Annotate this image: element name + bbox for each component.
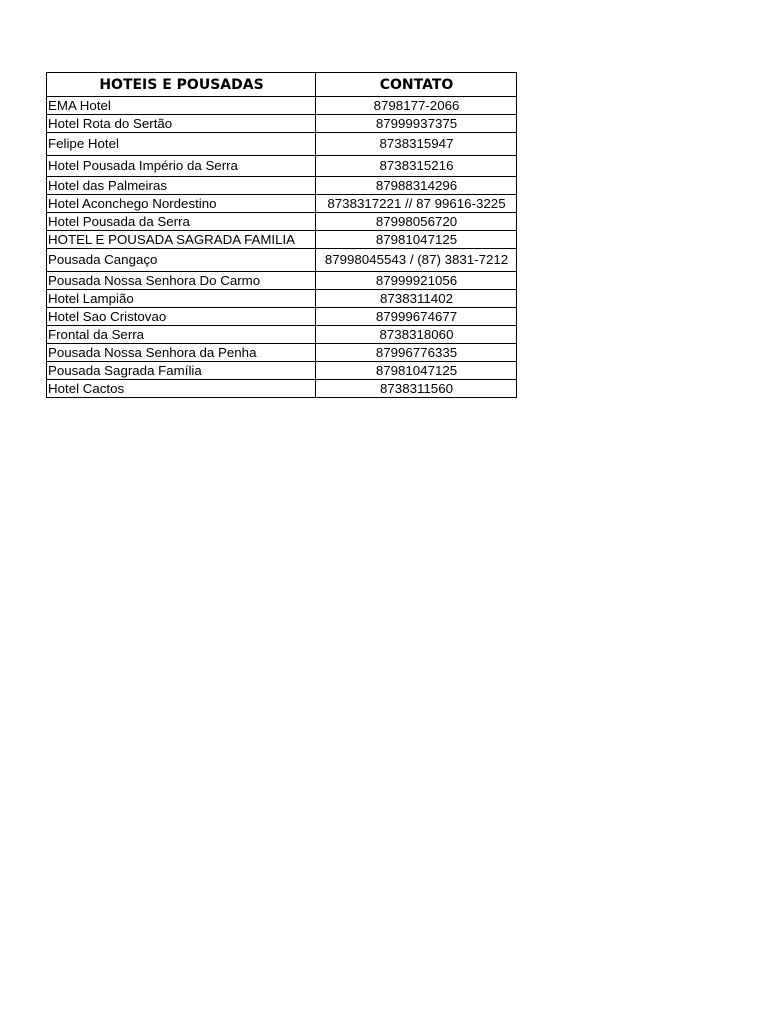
- table-row: [47, 97, 517, 115]
- hotel-name-cell: Hotel Pousada Império da Serra: [47, 156, 316, 177]
- hotel-name-cell: EMA Hotel: [47, 97, 316, 115]
- contact-cell: 87988314296: [316, 177, 517, 195]
- table-row: [47, 249, 517, 272]
- hotel-name-cell: Hotel Sao Cristovao: [47, 308, 316, 326]
- contact-cell: 8738315947: [316, 133, 517, 156]
- contact-cell: 87998045543 / (87) 3831-7212: [316, 249, 517, 272]
- hotel-name-cell: Hotel Pousada da Serra: [47, 213, 316, 231]
- table-row: [47, 213, 517, 231]
- table-row: [47, 344, 517, 362]
- hotel-name-cell: Hotel Lampião: [47, 290, 316, 308]
- table-row: [47, 272, 517, 290]
- hotel-name-cell: Pousada Cangaço: [47, 249, 316, 272]
- contact-cell: 8738317221 // 87 99616-3225: [316, 195, 517, 213]
- hotel-name-cell: Hotel Rota do Sertão: [47, 115, 316, 133]
- hotel-name-cell: Pousada Nossa Senhora da Penha: [47, 344, 316, 362]
- table-row: [47, 231, 517, 249]
- contact-cell: 8738315216: [316, 156, 517, 177]
- contact-cell: 8738318060: [316, 326, 517, 344]
- contact-cell: 8738311402: [316, 290, 517, 308]
- hotel-contact-sheet: [46, 72, 516, 398]
- header-contact: CONTATO: [316, 73, 517, 97]
- hotel-name-cell: Frontal da Serra: [47, 326, 316, 344]
- table-row: [47, 326, 517, 344]
- contact-cell: 87981047125: [316, 362, 517, 380]
- table-row: [47, 195, 517, 213]
- contact-cell: 87996776335: [316, 344, 517, 362]
- table-header-row: [47, 73, 517, 97]
- table-row: [47, 115, 517, 133]
- hotel-table: [46, 72, 517, 398]
- hotel-name-cell: Hotel Cactos: [47, 380, 316, 398]
- contact-cell: 87998056720: [316, 213, 517, 231]
- header-hotels: HOTEIS E POUSADAS: [47, 73, 316, 97]
- hotel-name-cell: Felipe Hotel: [47, 133, 316, 156]
- hotel-name-cell: Hotel das Palmeiras: [47, 177, 316, 195]
- contact-cell: 8738311560: [316, 380, 517, 398]
- table-row: [47, 133, 517, 156]
- table-row: [47, 177, 517, 195]
- table-row: [47, 290, 517, 308]
- table-row: [47, 156, 517, 177]
- hotel-name-cell: Hotel Aconchego Nordestino: [47, 195, 316, 213]
- hotel-name-cell: Pousada Nossa Senhora Do Carmo: [47, 272, 316, 290]
- hotel-name-cell: Pousada Sagrada Família: [47, 362, 316, 380]
- table-row: [47, 362, 517, 380]
- table-row: [47, 308, 517, 326]
- contact-cell: 8798177-2066: [316, 97, 517, 115]
- table-row: [47, 380, 517, 398]
- hotel-name-cell: HOTEL E POUSADA SAGRADA FAMILIA: [47, 231, 316, 249]
- contact-cell: 87999937375: [316, 115, 517, 133]
- contact-cell: 87999674677: [316, 308, 517, 326]
- contact-cell: 87981047125: [316, 231, 517, 249]
- contact-cell: 87999921056: [316, 272, 517, 290]
